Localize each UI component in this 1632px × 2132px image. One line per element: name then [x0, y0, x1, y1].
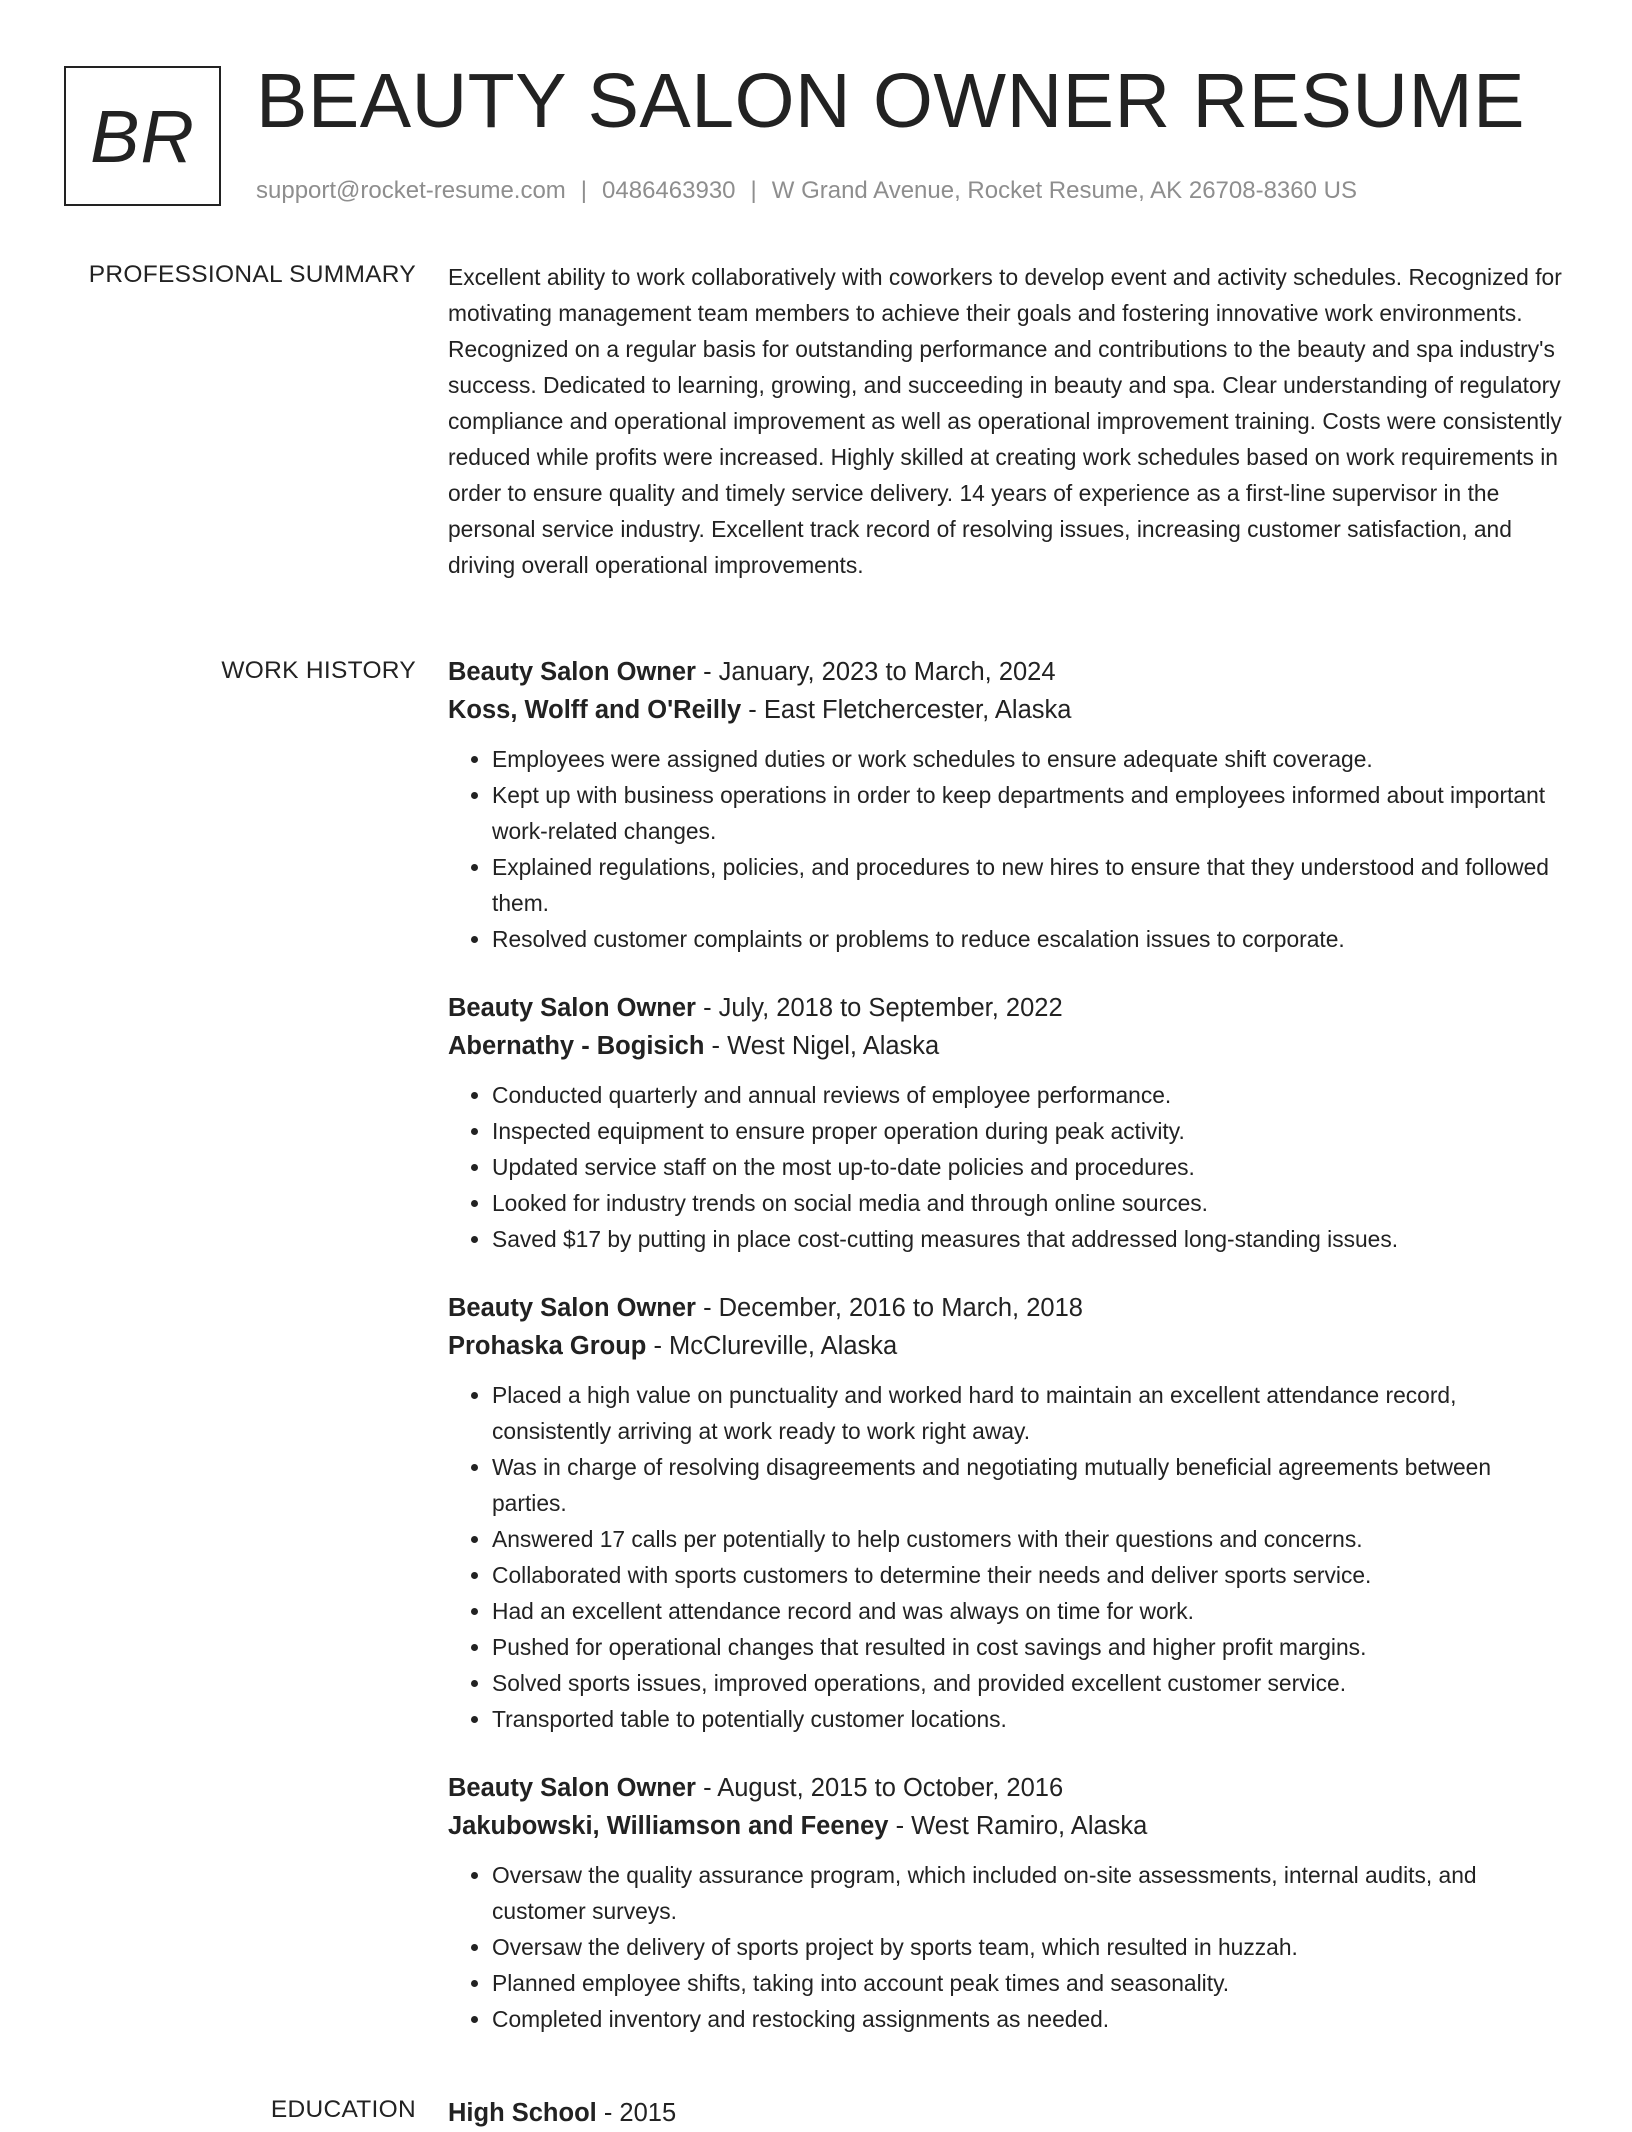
job-title: Beauty Salon Owner [448, 1774, 696, 1802]
job-bullet: • Conducted quarterly and annual reviews of employee performance. [492, 1077, 1572, 1113]
job-bullets [448, 1077, 1572, 1257]
work-history-section [448, 653, 1572, 2069]
job-company: Abernathy - Bogisich [448, 1032, 705, 1060]
summary-section [448, 259, 1572, 583]
job-dates: - July, 2018 to September, 2022 [695, 994, 1063, 1022]
job-title-line [448, 1289, 1572, 1327]
job-bullet: • Employees were assigned duties or work schedules to ensure adequate shift coverage. [492, 741, 1572, 777]
contact-phone: 0486463930 [602, 177, 736, 204]
job-bullets [448, 741, 1572, 957]
job-bullets [448, 1857, 1572, 2037]
job-company-line [448, 691, 1572, 729]
job-location: - West Nigel, Alaska [704, 1032, 940, 1060]
job-bullet: • Solved sports issues, improved operations, and provided excellent customer service. [492, 1665, 1572, 1701]
job-dates: - January, 2023 to March, 2024 [695, 658, 1056, 686]
job-bullet: • Kept up with business operations in order to keep departments and employees informed about important work-related changes. [492, 777, 1572, 849]
job-bullet: • Inspected equipment to ensure proper operation during peak activity. [492, 1113, 1572, 1149]
job-bullet: • Oversaw the delivery of sports project by sports team, which resulted in huzzah. [492, 1929, 1572, 1965]
job-bullet: • Updated service staff on the most up-to-date policies and procedures. [492, 1149, 1572, 1185]
job-bullet: • Saved $17 by putting in place cost-cutting measures that addressed long-standing issues. [492, 1221, 1572, 1257]
job-entry [448, 1289, 1572, 1737]
job-location: - McClureville, Alaska [646, 1332, 898, 1360]
job-title: Beauty Salon Owner [448, 994, 696, 1022]
contact-separator: | [580, 177, 588, 204]
education-section [448, 2094, 1572, 2132]
job-bullet: • Planned employee shifts, taking into account peak times and seasonality. [492, 1965, 1572, 2001]
education-line [448, 2094, 1572, 2132]
job-entry [448, 1769, 1572, 2037]
job-bullets [448, 1377, 1572, 1737]
job-title-line [448, 989, 1572, 1027]
job-title-line [448, 1769, 1572, 1807]
job-bullet: • Explained regulations, policies, and procedures to new hires to ensure that they understood and followed them. [492, 849, 1572, 921]
job-bullet: • Answered 17 calls per potentially to help customers with their questions and concerns. [492, 1521, 1572, 1557]
contact-line [256, 176, 1357, 206]
job-bullet: • Collaborated with sports customers to determine their needs and deliver sports service. [492, 1557, 1572, 1593]
job-dates: - August, 2015 to October, 2016 [695, 1774, 1064, 1802]
job-company-line [448, 1027, 1572, 1065]
job-location: - East Fletchercester, Alaska [741, 696, 1072, 724]
summary-text: Excellent ability to work collaboratively with coworkers to develop event and activity schedules. Recognized for motivating management team members to achieve their goals and fostering innovative work environments. Recognized on a regular basis for outstanding performance and contributions to the beauty and spa industry's success. Dedicated to learning, growing, and succeeding in beauty and spa. Clear understanding of regulatory compliance and operational improvement as well as operational improvement training. Costs were consistently reduced while profits were increased. Highly skilled at creating work schedules based on work requirements in order to ensure quality and timely service delivery. 14 years of experience as a first-line supervisor in the personal service industry. Excellent track record of resolving issues, increasing customer satisfaction, and driving overall operational improvements. [448, 264, 1562, 578]
job-company: Koss, Wolff and O'Reilly [448, 696, 742, 724]
job-bullet: • Resolved customer complaints or problems to reduce escalation issues to corporate. [492, 921, 1572, 957]
section-label-summary: PROFESSIONAL SUMMARY [88, 261, 416, 288]
monogram-logo: BR [64, 66, 221, 206]
job-bullet: • Pushed for operational changes that resulted in cost savings and higher profit margins. [492, 1629, 1572, 1665]
contact-address: W Grand Avenue, Rocket Resume, AK 26708-8360 US [771, 177, 1357, 204]
job-entry [448, 989, 1572, 1257]
job-bullet: • Oversaw the quality assurance program, which included on-site assessments, internal audits, and customer surveys. [492, 1857, 1572, 1929]
contact-separator: | [750, 177, 757, 204]
job-bullet: • Completed inventory and restocking assignments as needed. [492, 2001, 1572, 2037]
job-company-line [448, 1327, 1572, 1365]
education-degree: High School [448, 2099, 597, 2127]
job-title: Beauty Salon Owner [448, 658, 696, 686]
job-location: - West Ramiro, Alaska [888, 1812, 1148, 1840]
job-dates: - December, 2016 to March, 2018 [695, 1294, 1083, 1322]
job-company-line [448, 1807, 1572, 1845]
job-entry [448, 653, 1572, 957]
job-title: Beauty Salon Owner [448, 1294, 696, 1322]
resume-title: BEAUTY SALON OWNER RESUME [256, 58, 1525, 144]
job-bullet: • Transported table to potentially customer locations. [492, 1701, 1572, 1737]
contact-email: support@rocket-resume.com [256, 177, 566, 204]
job-bullet: • Looked for industry trends on social media and through online sources. [492, 1185, 1572, 1221]
education-year: - 2015 [596, 2099, 677, 2127]
job-company: Jakubowski, Williamson and Feeney [448, 1812, 889, 1840]
job-company: Prohaska Group [448, 1332, 647, 1360]
section-label-work-history: WORK HISTORY [221, 657, 416, 684]
job-title-line [448, 653, 1572, 691]
section-label-education: EDUCATION [270, 2096, 416, 2123]
job-bullet: • Was in charge of resolving disagreements and negotiating mutually beneficial agreements between parties. [492, 1449, 1572, 1521]
job-bullet: • Had an excellent attendance record and was always on time for work. [492, 1593, 1572, 1629]
job-bullet: • Placed a high value on punctuality and worked hard to maintain an excellent attendance record, consistently arriving at work ready to work right away. [492, 1377, 1572, 1449]
